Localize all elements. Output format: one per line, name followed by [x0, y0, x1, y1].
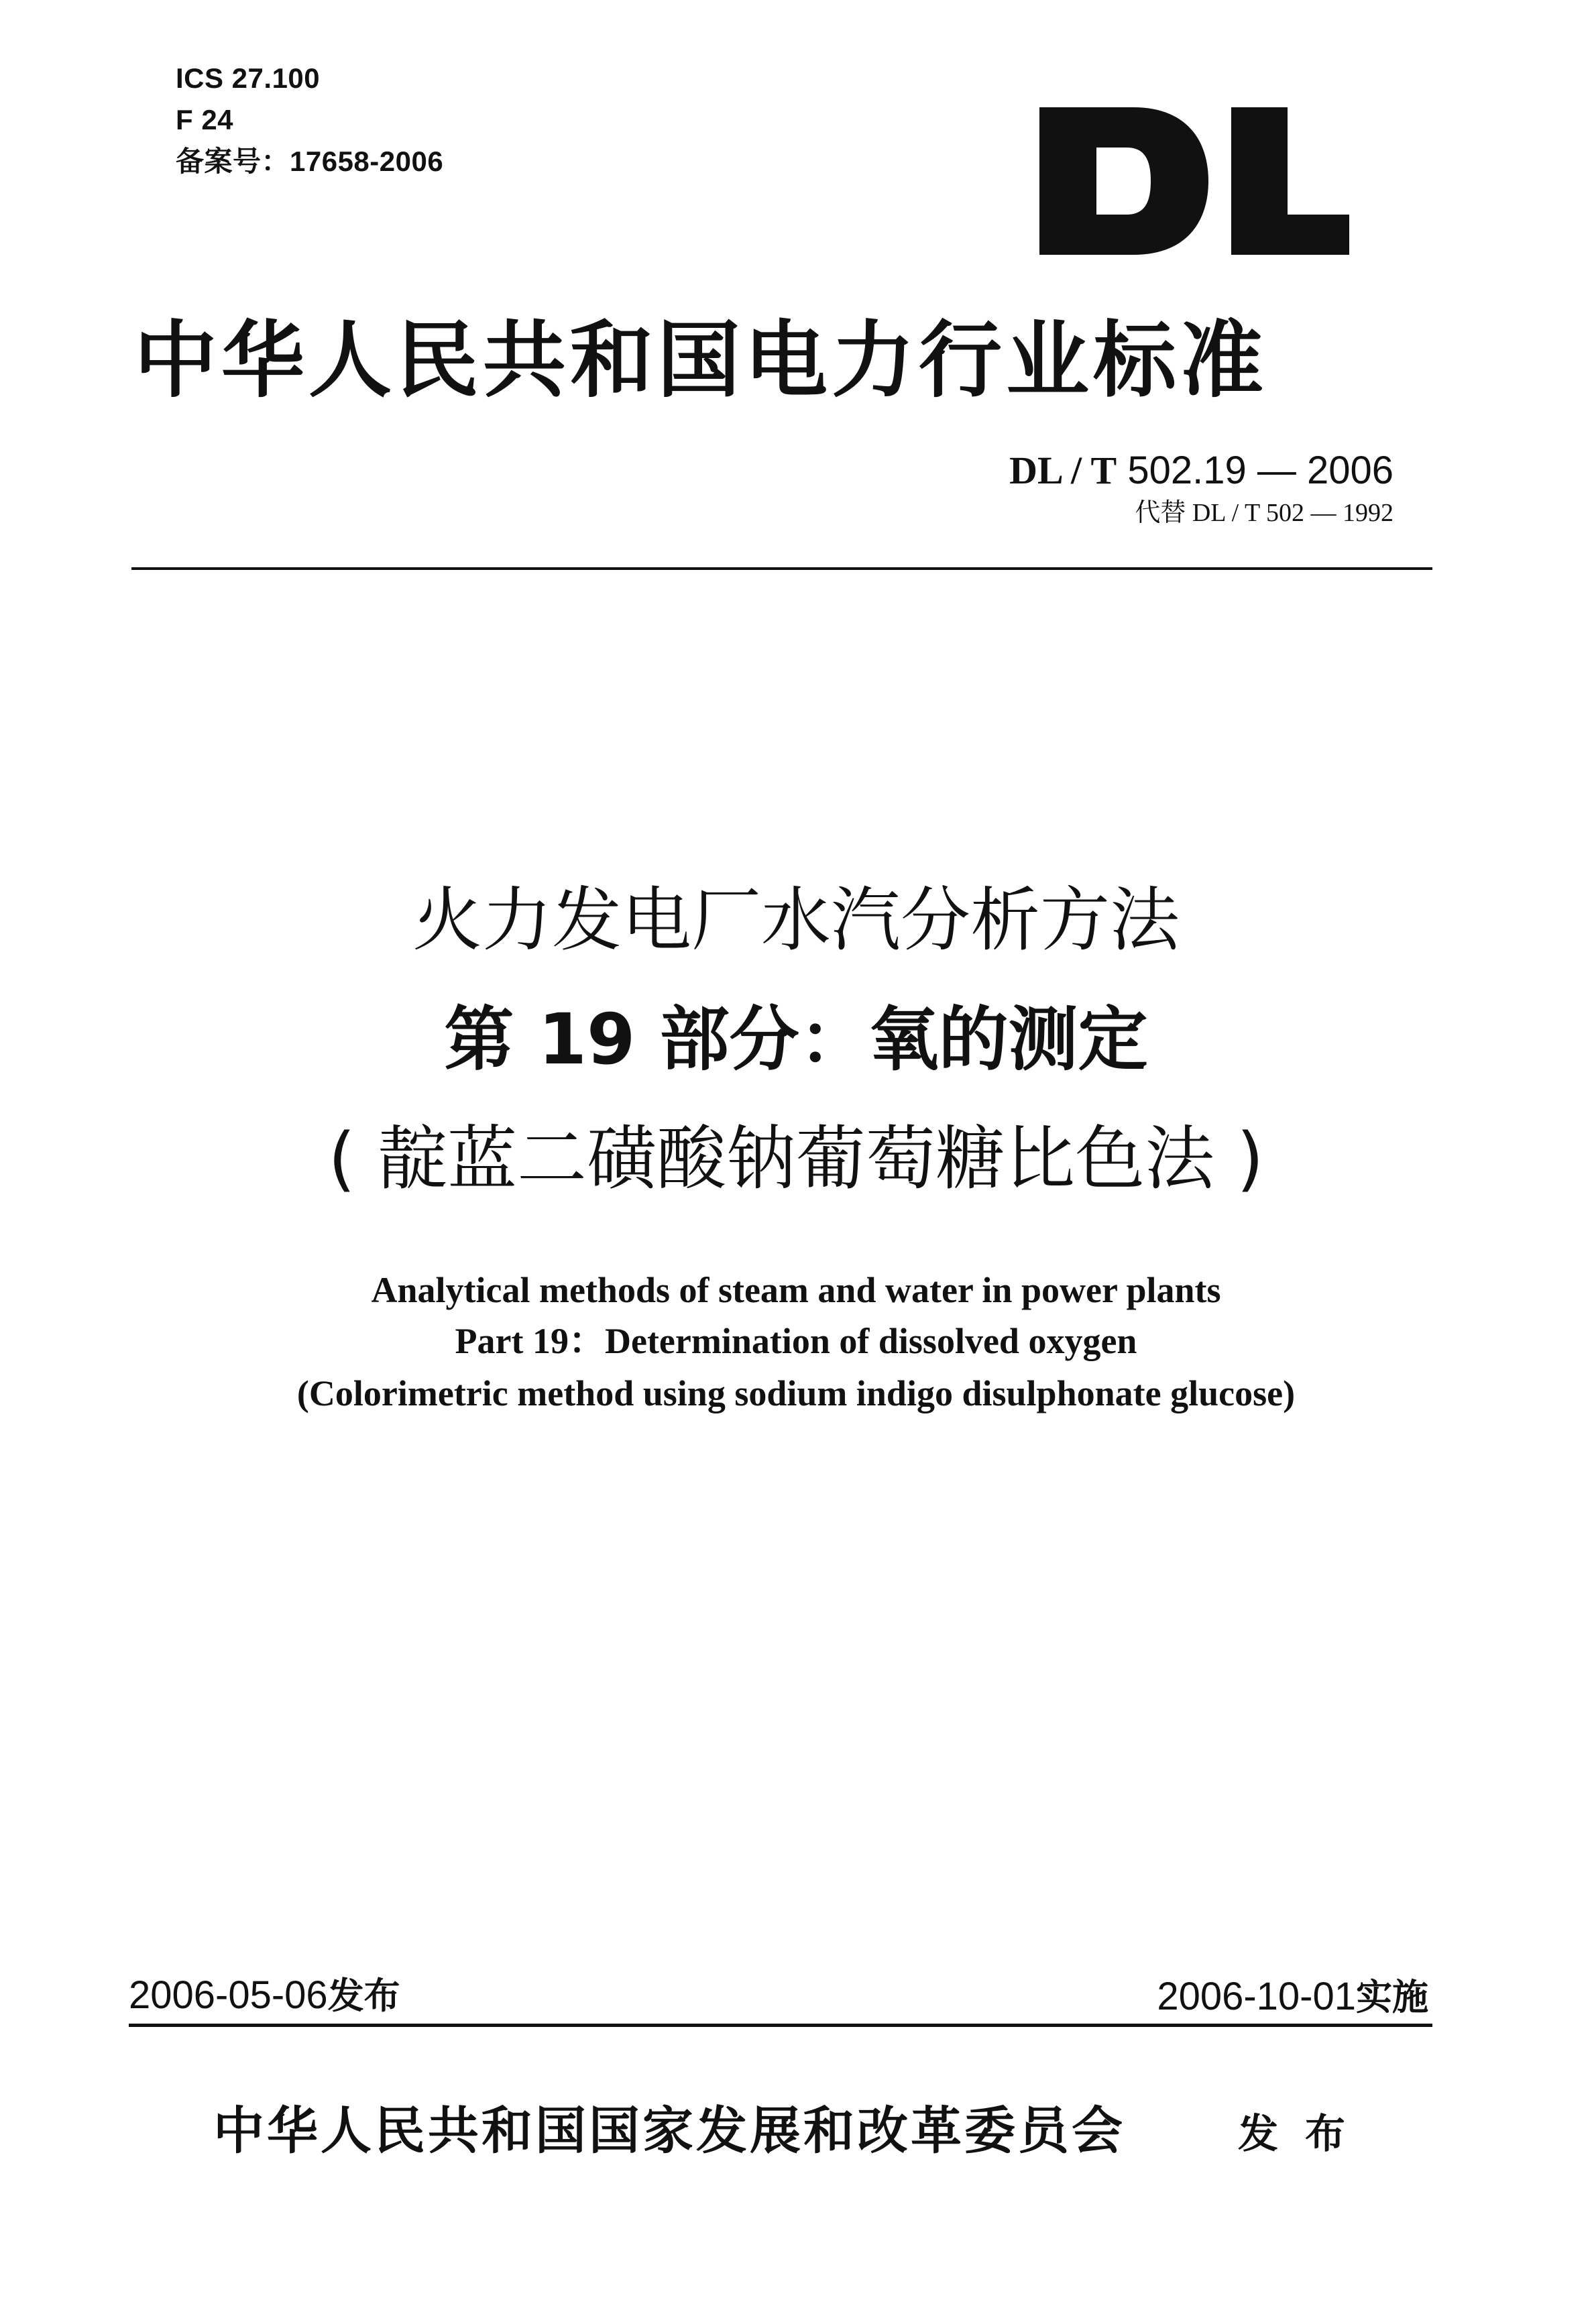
issue-date-label: 发布: [327, 1975, 400, 2017]
effective-date-value: 2006-10-01: [1157, 1975, 1356, 2018]
effective-date-label: 实施: [1356, 1976, 1428, 2018]
title-en-line3: (Colorimetric method using sodium indigo disulphonate glucose): [296, 1373, 1296, 1413]
publisher-action: 发布: [1238, 2111, 1372, 2158]
issue-date-value: 2006-05-06: [129, 1973, 328, 2017]
dl-logo-graphic: [1033, 101, 1355, 262]
publisher-name: 中华人民共和国国家发展和改革委员会: [213, 2101, 1125, 2160]
replaces-standard: 代替 DL / T 502 — 1992: [1135, 499, 1394, 527]
issue-date: [129, 1971, 400, 2020]
industry-standard-title: 中华人民共和国电力行业标准: [134, 312, 1268, 409]
record-number: 备案号：17658-2006: [176, 146, 444, 177]
effective-date: [1157, 1973, 1428, 2022]
dl-logo: [1033, 101, 1355, 262]
title-cn-line2: 第 19 部分：氧的测定: [444, 998, 1148, 1080]
standard-number-prefix: DL / T: [1009, 449, 1117, 492]
classification-code: F 24: [176, 104, 234, 135]
title-en-line2: Part 19：Determination of dissolved oxygen: [455, 1321, 1137, 1361]
title-cn-line1: 火力发电厂水汽分析方法: [412, 879, 1180, 961]
standard-number: [1009, 448, 1394, 493]
header-divider: [131, 567, 1432, 570]
ics-code: ICS 27.100: [176, 62, 321, 94]
footer-divider: [129, 2024, 1432, 2027]
standard-number-value: 502.19 — 2006: [1117, 449, 1394, 492]
title-en-line1: Analytical methods of steam and water in power plants: [371, 1270, 1221, 1310]
title-cn-line3: ( 靛蓝二磺酸钠葡萄糖比色法 ): [328, 1118, 1264, 1200]
classification-block: [176, 58, 443, 182]
